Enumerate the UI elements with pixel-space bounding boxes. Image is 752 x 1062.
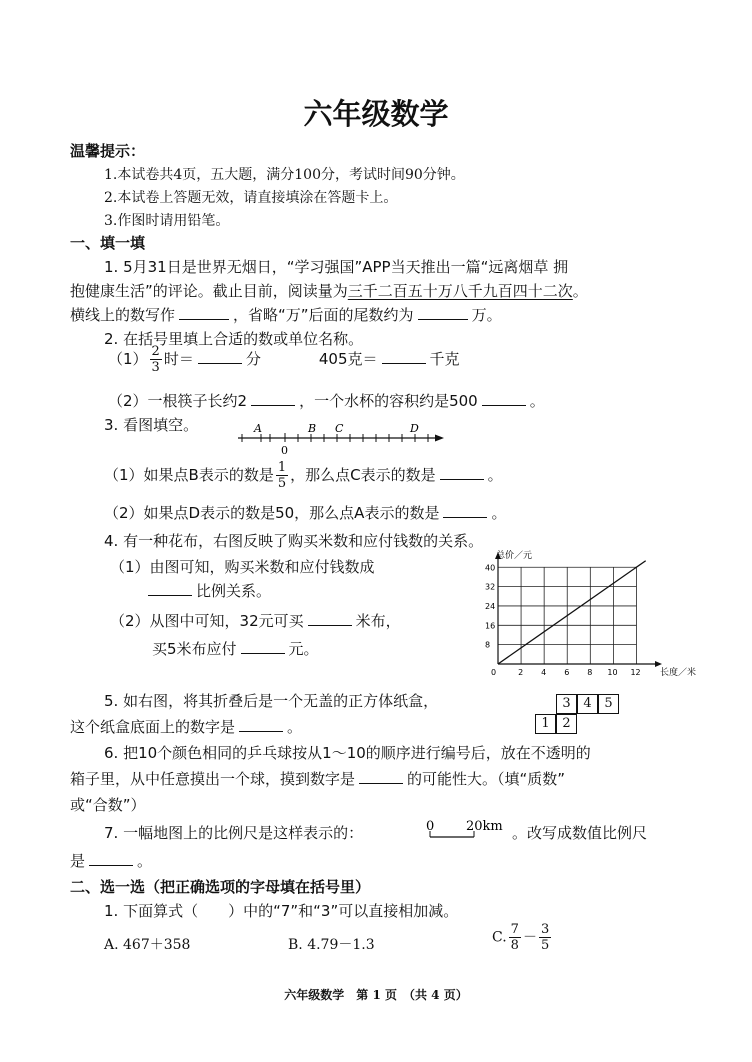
option-a: A. 467＋358 bbox=[104, 937, 191, 953]
x-tick-label: 6 bbox=[564, 668, 570, 677]
tip-item: 1.本试卷共4页，五大题，满分100分，考试时间90分钟。 bbox=[104, 167, 465, 183]
scale-bar bbox=[424, 816, 504, 842]
y-axis-label: 总价／元 bbox=[496, 551, 533, 561]
answer-blank[interactable] bbox=[198, 349, 242, 364]
q4-p2-d: 元。 bbox=[288, 640, 319, 658]
answer-blank[interactable] bbox=[308, 611, 352, 626]
answer-blank[interactable] bbox=[239, 717, 283, 732]
q2-p1-c: 405克＝ bbox=[318, 350, 378, 368]
x-tick-label: 4 bbox=[541, 668, 547, 677]
q2-stem: 2. 在括号里填上合适的数或单位名称。 bbox=[104, 330, 364, 348]
point-label: C bbox=[335, 422, 344, 435]
point-label: B bbox=[308, 422, 317, 435]
point-label: D bbox=[410, 422, 419, 435]
q6-line2a: 箱子里，从中任意摸出一个球，摸到数字是 bbox=[70, 770, 356, 788]
net-square: 5 bbox=[598, 694, 619, 714]
q3-part2 bbox=[104, 502, 506, 523]
fraction-numerator: 2 bbox=[151, 344, 160, 359]
q2-p1-b: 分 bbox=[245, 350, 261, 368]
q4-p2-a: （2）从图中可知，32元可买 bbox=[110, 612, 304, 630]
q6-line1: 6. 把10个颜色相同的乒乓球按从1～10的顺序进行编号后，放在不透明的 bbox=[104, 744, 591, 762]
q1-line3c: 万。 bbox=[471, 306, 502, 324]
minus-sign: － bbox=[522, 929, 537, 946]
q3-p1-c: 。 bbox=[487, 466, 503, 484]
answer-blank[interactable] bbox=[251, 391, 295, 406]
q2-part1 bbox=[108, 344, 460, 375]
answer-blank[interactable] bbox=[382, 349, 426, 364]
q1-reading-count: 三千二百五十万八千九百四十二次 bbox=[347, 282, 573, 300]
q7-line2b: 。 bbox=[137, 852, 153, 870]
series-line bbox=[498, 561, 646, 664]
y-tick-label: 24 bbox=[485, 601, 496, 611]
q6-line2b: 的可能性大。（填“质数” bbox=[407, 770, 566, 788]
net-square: 2 bbox=[556, 714, 577, 734]
q1-line1: 1. 5月31日是世界无烟日，“学习强国”APP当天推出一篇“远离烟草 拥 bbox=[104, 258, 569, 276]
fraction-numerator: 3 bbox=[540, 922, 550, 937]
q3-part1 bbox=[104, 460, 503, 491]
q2-part2 bbox=[108, 390, 545, 411]
q1-line3b: ，省略“万”后面的尾数约为 bbox=[233, 306, 414, 324]
fraction-three-fifths bbox=[539, 922, 551, 953]
q3-p1-a: （1）如果点B表示的数是 bbox=[104, 466, 274, 484]
fraction-seven-eighths bbox=[509, 922, 521, 953]
fraction-numerator: 7 bbox=[510, 922, 519, 937]
q4-stem: 4. 有一种花布，右图反映了购买米数和应付钱数的关系。 bbox=[104, 532, 484, 550]
answer-blank[interactable] bbox=[241, 639, 285, 654]
q3-stem: 3. 看图填空。 bbox=[104, 416, 199, 434]
scale-km: 20km bbox=[466, 819, 503, 834]
s2-q1-stem: 1. 下面算式（ ）中的“7”和“3”可以直接相加减。 bbox=[104, 902, 459, 920]
q4-p1-a: （1）由图可知，购买米数和应付钱数成 bbox=[110, 558, 375, 576]
q1-line3a: 横线上的数写作 bbox=[70, 306, 176, 324]
option-b: B. 4.79－1.3 bbox=[288, 937, 375, 953]
y-tick-label: 32 bbox=[485, 582, 496, 592]
tips-heading: 温馨提示： bbox=[70, 142, 146, 160]
x-tick-label: 0 bbox=[491, 668, 497, 677]
answer-blank[interactable] bbox=[179, 305, 229, 320]
option-c-label: C. bbox=[492, 929, 507, 946]
q5-line2a: 这个纸盒底面上的数字是 bbox=[70, 718, 236, 736]
q1-line2-text: 抱健康生活”的评论。截止目前，阅读量为 bbox=[70, 282, 348, 300]
q5-line2 bbox=[70, 716, 302, 737]
point-label: A bbox=[254, 422, 262, 435]
q5-line2b: 。 bbox=[287, 718, 303, 736]
answer-blank[interactable] bbox=[482, 391, 526, 406]
scale-zero: 0 bbox=[426, 819, 435, 834]
q2-p2-a: （2）一根筷子长约2 bbox=[108, 392, 248, 410]
q2-p2-b: ，一个水杯的容积约是500 bbox=[299, 392, 478, 410]
page-title: 六年级数学 bbox=[303, 97, 449, 131]
fraction-two-thirds bbox=[150, 344, 162, 375]
q2-p1-label: （1） bbox=[108, 350, 148, 368]
page-footer: 六年级数学 第 1 页 （共 4 页） bbox=[284, 988, 468, 1002]
q4-p2-b: 米布， bbox=[355, 612, 401, 630]
q4-p2-c: 买5米布应付 bbox=[152, 640, 237, 658]
net-square: 1 bbox=[535, 714, 556, 734]
net-square: 3 bbox=[556, 694, 577, 714]
q3-p2-b: 。 bbox=[491, 504, 507, 522]
price-length-chart bbox=[474, 551, 697, 678]
fraction-denominator: 3 bbox=[151, 360, 160, 375]
x-tick-label: 2 bbox=[518, 668, 524, 677]
x-tick-label: 12 bbox=[630, 668, 641, 677]
answer-blank[interactable] bbox=[148, 581, 192, 596]
q4-p1-b: 比例关系。 bbox=[196, 582, 272, 600]
q2-p2-c: 。 bbox=[529, 392, 545, 410]
answer-blank[interactable] bbox=[418, 305, 468, 320]
x-axis-label: 长度／米 bbox=[660, 668, 697, 678]
tip-item: 3.作图时请用铅笔。 bbox=[104, 213, 230, 229]
q1-line2 bbox=[70, 280, 588, 301]
fraction-denominator: 5 bbox=[277, 476, 287, 491]
y-tick-label: 16 bbox=[485, 621, 496, 631]
q7-line2a: 是 bbox=[70, 852, 86, 870]
q4-p1-line2 bbox=[148, 580, 271, 601]
q3-p2-a: （2）如果点D表示的数是50，那么点A表示的数是 bbox=[104, 504, 440, 522]
y-tick-label: 8 bbox=[485, 640, 491, 650]
x-axis-arrow bbox=[655, 661, 662, 667]
q1-line2-end: 。 bbox=[572, 282, 588, 300]
answer-blank[interactable] bbox=[440, 465, 484, 480]
q2-p1-a: 时＝ bbox=[163, 350, 194, 368]
q7-line1a: 7. 一幅地图上的比例尺是这样表示的： bbox=[104, 824, 364, 842]
fraction-denominator: 5 bbox=[540, 938, 550, 953]
q1-line3 bbox=[70, 304, 502, 325]
q7-line1b: 。改写成数值比例尺 bbox=[512, 824, 648, 842]
section2-heading: 二、选一选（把正确选项的字母填在括号里） bbox=[70, 878, 371, 896]
option-c bbox=[492, 922, 553, 953]
x-tick-label: 10 bbox=[607, 668, 618, 677]
fraction-denominator: 8 bbox=[510, 938, 519, 953]
answer-blank[interactable] bbox=[443, 503, 487, 518]
zero-label: 0 bbox=[281, 444, 288, 457]
q4-p2-line1 bbox=[110, 610, 401, 631]
answer-blank[interactable] bbox=[89, 851, 133, 866]
x-tick-label: 8 bbox=[587, 668, 593, 677]
answer-blank[interactable] bbox=[359, 769, 403, 784]
net-square: 4 bbox=[577, 694, 598, 714]
q6-line2 bbox=[70, 768, 565, 789]
q4-p2-line2 bbox=[152, 638, 319, 659]
tip-item: 2.本试卷上答题无效，请直接填涂在答题卡上。 bbox=[104, 190, 398, 206]
section1-heading: 一、填一填 bbox=[70, 234, 146, 252]
q7-line2 bbox=[70, 850, 152, 871]
q5-line1: 5. 如右图，将其折叠后是一个无盖的正方体纸盒， bbox=[104, 692, 439, 710]
fraction-numerator: 1 bbox=[277, 460, 287, 475]
q3-p1-b: ，那么点C表示的数是 bbox=[290, 466, 436, 484]
fraction-one-fifth bbox=[276, 460, 288, 491]
number-line bbox=[232, 420, 450, 458]
q6-line3: 或“合数”） bbox=[70, 796, 146, 814]
y-tick-label: 40 bbox=[485, 563, 496, 573]
q2-p1-d: 千克 bbox=[429, 350, 460, 368]
